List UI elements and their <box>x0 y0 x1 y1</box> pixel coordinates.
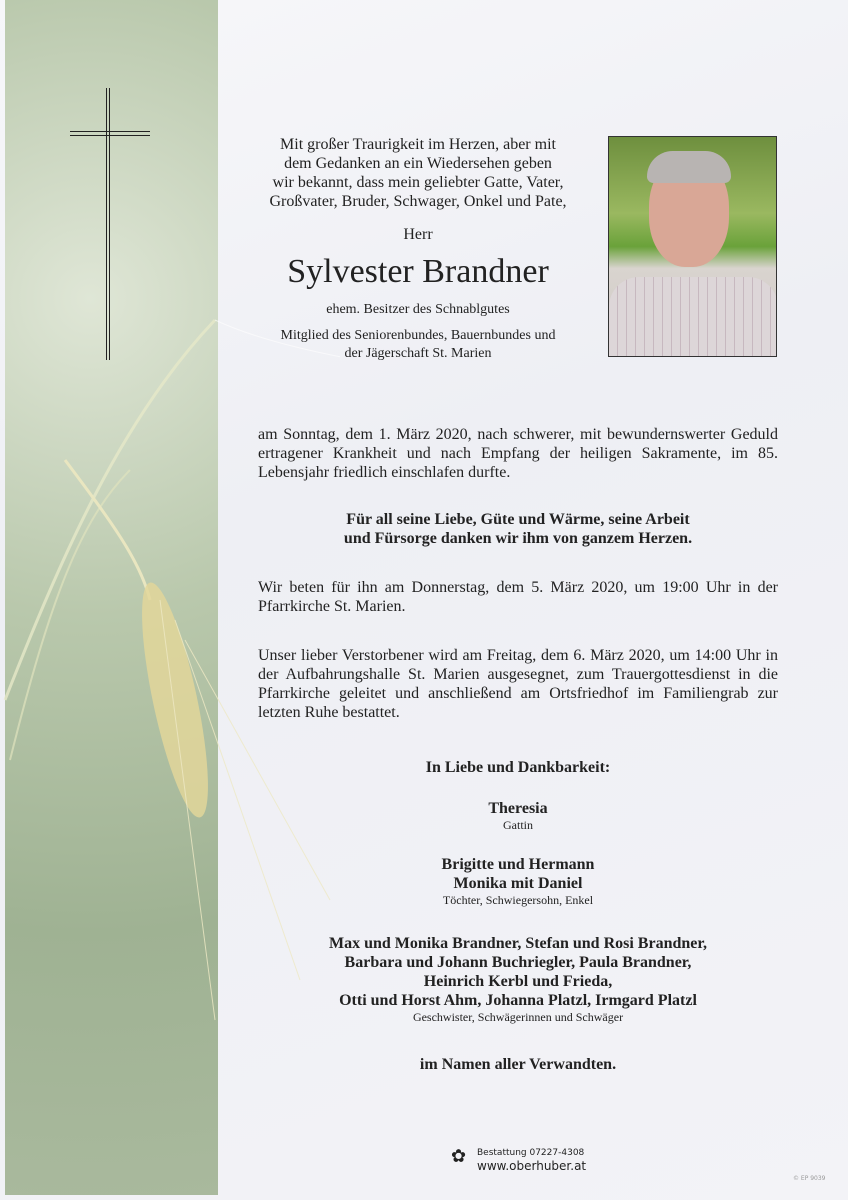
closing-line: In Liebe und Dankbarkeit: <box>425 759 611 776</box>
main-text <box>258 425 778 1074</box>
thanks-line: und Fürsorge danken wir ihm von ganzem Herzen. <box>343 530 693 547</box>
portrait-photo <box>608 136 777 357</box>
thanks-line: Für all seine Liebe, Güte und Wärme, seine Arbeit <box>346 511 690 528</box>
death-paragraph: am Sonntag, dem 1. März 2020, nach schwerer, mit bewundernswerter Geduld ertragener Krankheit und nach Empfang der heiligen Sakramente, im 85. Lebensjahr friedlich einschlafen durfte. <box>258 426 778 481</box>
membership-line: der Jägerschaft St. Marien <box>344 346 492 361</box>
family-relation: Gattin <box>503 818 533 832</box>
intro-line: Mit großer Traurigkeit im Herzen, aber mit <box>280 136 556 153</box>
family-relation: Töchter, Schwiegersohn, Enkel <box>442 893 594 907</box>
funeral-home-logo <box>453 1147 586 1173</box>
deceased-name: Sylvester Brandner <box>287 253 549 290</box>
thanks-text <box>258 510 778 548</box>
family-names: Otti und Horst Ahm, Johanna Platzl, Irmgard Platzl <box>339 992 697 1009</box>
family-group <box>258 934 778 1025</box>
family-names: Brigitte und Hermann <box>441 856 595 873</box>
final-line: im Namen aller Verwandten. <box>419 1056 617 1073</box>
membership-line: Mitglied des Seniorenbundes, Bauernbundes und <box>280 328 556 343</box>
family-group <box>258 799 778 833</box>
funeral-home-phone: Bestattung 07227-4308 <box>477 1148 585 1158</box>
funeral-home-website: www.oberhuber.at <box>477 1159 587 1173</box>
funeral-paragraph: Unser lieber Verstorbener wird am Freitag, dem 6. März 2020, um 14:00 Uhr in der Aufbahrungshalle St. Marien ausgesegnet, zum Trauergottesdienst in die Pfarrkirche geleitet und anschließend am Ortsfriedhof im Familiengrab zur letzten Ruhe bestattet. <box>258 647 778 721</box>
intro-line: dem Gedanken an ein Wiedersehen geben <box>284 155 552 172</box>
intro-line: Großvater, Bruder, Schwager, Onkel und Pate, <box>269 193 567 210</box>
family-names: Monika mit Daniel <box>453 875 583 892</box>
family-names: Max und Monika Brandner, Stefan und Rosi Brandner, <box>328 935 708 952</box>
cross-bar <box>70 131 150 136</box>
membership <box>240 327 596 363</box>
family-names: Theresia <box>488 800 548 817</box>
family-names: Heinrich Kerbl und Frieda, <box>423 973 613 990</box>
prayer-paragraph: Wir beten für ihn am Donnerstag, dem 5. März 2020, um 19:00 Uhr in der Pfarrkirche St. Marien. <box>258 579 778 615</box>
family-relation: Geschwister, Schwägerinnen und Schwäger <box>412 1010 624 1024</box>
header-block <box>240 135 596 363</box>
honorific: Herr <box>403 226 433 243</box>
deceased-subtitle: ehem. Besitzer des Schnablgutes <box>326 302 510 317</box>
cross-icon <box>106 88 110 360</box>
intro-line: wir bekannt, dass mein geliebter Gatte, Vater, <box>272 174 564 191</box>
family-names: Barbara und Johann Buchriegler, Paula Brandner, <box>344 954 692 971</box>
funeral-home-logo-icon: ✿ <box>451 1146 467 1167</box>
family-group <box>258 855 778 908</box>
template-code: © EP 9039 <box>793 1175 826 1182</box>
